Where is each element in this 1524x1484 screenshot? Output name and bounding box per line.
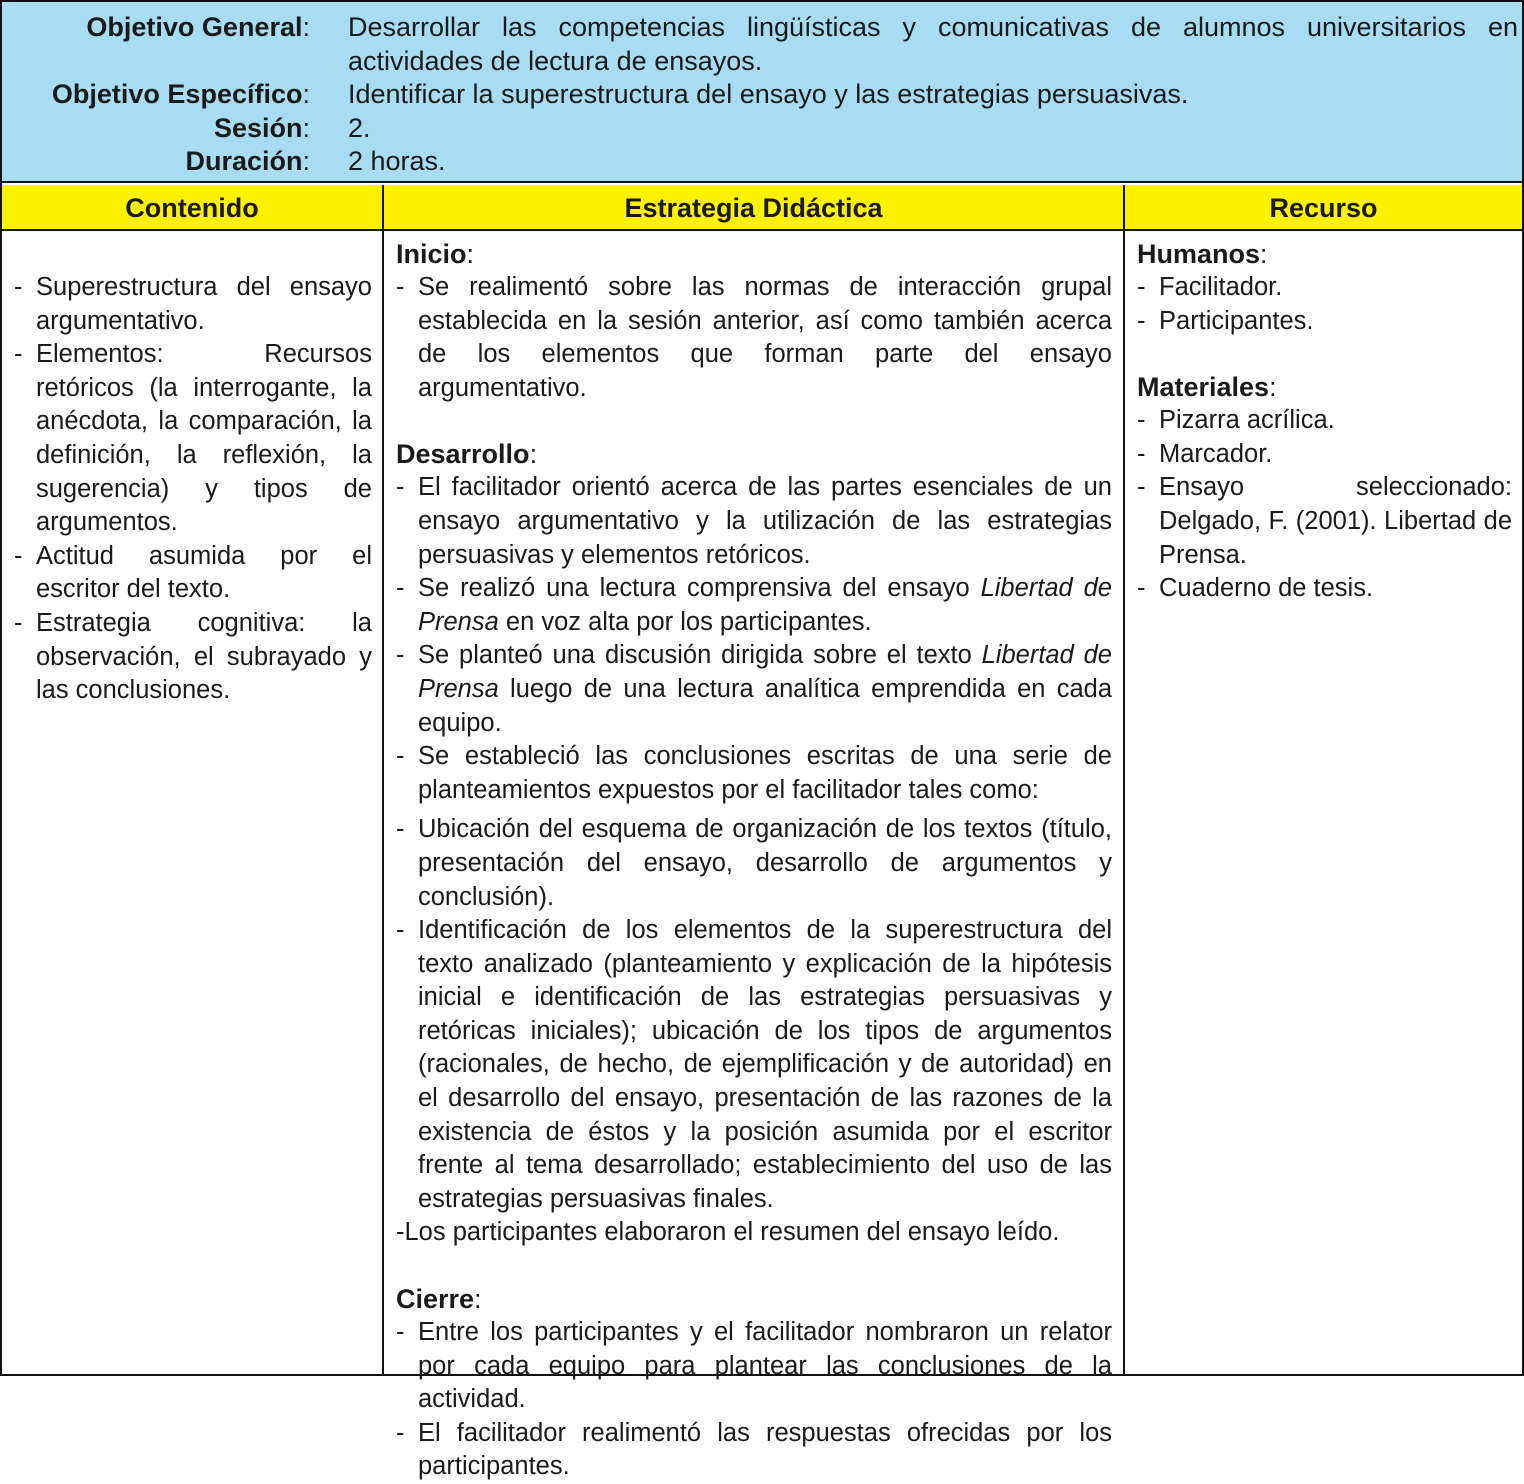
sesion-label: Sesión <box>213 113 303 143</box>
list-item: - Identificación de los elementos de la superestructura del texto analizado (planteamiento y explicación de la hipótesis inicial e identificación de las estrategias persuasivas y retóricas iniciales); ubicación de los tipos de argumentos (racionales, de hecho, de ejemplificación y de autoridad) en el desarrollo del ensayo, presentación de las razones de la existencia de éstos y la posición asumida por el escritor frente al tema desarrollado; establecimiento del uso de las estrategias persuasivas finales. <box>396 916 1112 1213</box>
book-title: Libertad de Prensa <box>418 641 1112 703</box>
list-item: - Actitud asumida por el escritor del texto. <box>14 541 372 604</box>
list-item: - Superestructura del ensayo argumentativo. <box>14 273 372 335</box>
materiales-title: Materiales <box>1137 372 1270 403</box>
sesion-value: 2. <box>348 113 371 143</box>
list-item: - Facilitador. <box>1137 273 1283 301</box>
objetivo-general-label: Objetivo General <box>86 12 303 42</box>
list-item: - Elementos: Recursos retóricos (la interrogante, la anécdota, la comparación, la definición, la reflexión, la sugerencia) y tipos de argumentos. <box>14 340 372 537</box>
objetivo-especifico-label: Objetivo Específico <box>51 79 303 109</box>
column-header-recurso: Recurso <box>1125 185 1522 231</box>
list-item: - Estrategia cognitiva: la observación, el subrayado y las conclusiones. <box>14 608 372 705</box>
column-header-contenido: Contenido <box>2 185 382 231</box>
objetivo-especifico-value: Identificar la superestructura del ensayo y las estrategias persuasivas. <box>348 79 1189 109</box>
list-item: - Se realimentó sobre las normas de interacción grupal establecida en la sesión anterior, así como también acerca de los elementos que forman parte del ensayo argumentativo. <box>396 273 1112 402</box>
column-divider <box>382 185 384 1376</box>
list-item: - Ensayo seleccionado: Delgado, F. (2001). Libertad de Prensa. <box>1137 473 1512 569</box>
list-item: - El facilitador orientó acerca de las partes esenciales de un ensayo argumentativo y la utilización de las estrategias persuasivas y elementos retóricos. <box>396 473 1112 569</box>
list-item: - Se realizó una lectura comprensiva del ensayo Libertad de Prensa en voz alta por los participantes. <box>396 574 1112 636</box>
list-item: - Entre los participantes y el facilitador nombraron un relator por cada equipo para plantear las conclusiones de la actividad. <box>396 1318 1112 1414</box>
duracion-label: Duración <box>185 146 303 176</box>
list-item: - Pizarra acrílica. <box>1137 406 1335 435</box>
humanos-title: Humanos <box>1137 239 1261 269</box>
list-item: - Se estableció las conclusiones escritas de una serie de planteamientos expuestos por el facilitador tales como: <box>396 742 1112 804</box>
estrategia-cell: Inicio: - Se realimentó sobre las normas de interacción grupal establecida en la sesión anterior, así como también acerca de los elementos que forman parte del ensayo argumentativo. Desarrollo: - El facilitador orientó acerca de las partes esenciales de un ensayo argumentativo y la utilización de las estrategias persuasivas y elementos retóricos. - Se realizó una lectura comprensiva del ensayo Libertad de Prensa en voz alta por los participantes. - Se planteó una discusión dirigida sobre el texto Libertad de Prensa luego de una lectura analítica emprendida en cada equipo. - Se estableció las conclusiones escritas de una serie de planteamientos expuestos por el facilitador tales como: - Ubicación del esquema de organización de los textos (título, presentación del ensayo, desarrollo de argumentos y conclusión). - Identificación de los elementos de la superestructura del texto analizado (planteamiento y explicación de la hipótesis inicial e identificación de las estrategias persuasivas y retóricas iniciales); ubicación de los tipos de argumentos (racionales, de hecho, de ejemplificación y de autoridad) en el desarrollo del ensayo, presentación de las razones de la existencia de éstos y la posición asumida por el escritor frente al tema desarrollado; establecimiento del uso de las estrategias persuasivas finales. -Los participantes elaboraron el resumen del ensayo leído. Cierre: - Entre los participantes y el facilitador nombraron un relator por cada equipo para plantear las conclusiones de la actividad. - El facilitador realimentó las respuestas ofrecidas por los participantes. <box>396 237 1112 1484</box>
objetivo-general-value: Desarrollar las competencias lingüísticas y comunicativas de alumnos universitarios en actividades de lectura de ensayos. <box>348 12 1518 76</box>
duracion-value: 2 horas. <box>348 146 446 176</box>
recurso-cell: Humanos: - Facilitador. - Participantes. Materiales: - Pizarra acrílica. - Marcador. - Ensayo seleccionado: Delgado, F. (2001). Libertad de Prensa. - Cuaderno de tesis. <box>1137 237 1512 606</box>
column-header-estrategia: Estrategia Didáctica <box>384 185 1123 231</box>
list-item: - Cuaderno de tesis. <box>1137 574 1374 603</box>
list-item: -Los participantes elaboraron el resumen del ensayo leído. <box>396 1218 1060 1247</box>
column-divider <box>1123 185 1125 1376</box>
list-item: - Marcador. <box>1137 439 1273 468</box>
book-title: Libertad de Prensa <box>418 574 1112 636</box>
list-item: - Participantes. <box>1137 306 1314 335</box>
contenido-cell <box>14 271 372 708</box>
cierre-title: Cierre <box>396 1284 475 1315</box>
list-item: - Se planteó una discusión dirigida sobre el texto Libertad de Prensa luego de una lectura analítica emprendida en cada equipo. <box>396 641 1112 737</box>
objectives-header: Objetivo General: Desarrollar las competencias lingüísticas y comunicativas de alumnos universitarios en actividades de lectura de ensayos. Objetivo Específico: Identificar la superestructura del ensayo y las estrategias persuasivas. Sesión: 2. Duración: 2 horas. <box>2 2 1522 183</box>
desarrollo-title: Desarrollo <box>396 439 530 470</box>
inicio-title: Inicio <box>396 239 467 269</box>
list-item: - El facilitador realimentó las respuestas ofrecidas por los participantes. <box>396 1418 1112 1481</box>
list-item: - Ubicación del esquema de organización de los textos (título, presentación del ensayo, desarrollo de argumentos y conclusión). <box>396 815 1112 911</box>
